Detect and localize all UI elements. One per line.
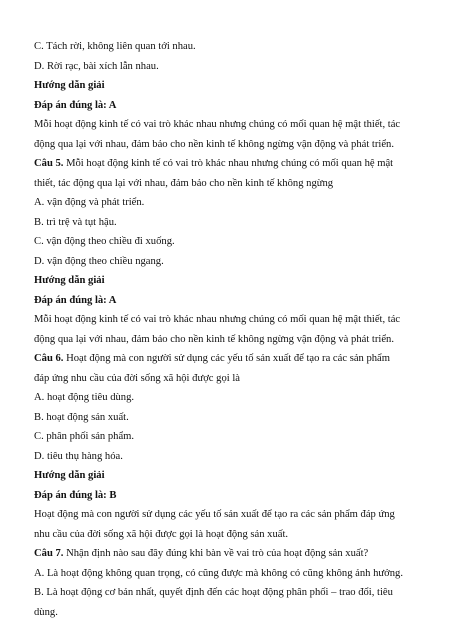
solution-heading-q4: Hướng dẫn giải [34, 80, 105, 91]
option-b-q6: B. hoạt động sản xuất. [34, 411, 129, 423]
option-c-q5: C. vận động theo chiều đi xuống. [34, 236, 175, 247]
option-a-q7: A. Là hoạt động không quan trọng, có cũng được mà không có cũng không ảnh hưởng. [34, 567, 403, 579]
question-7-text: Nhận định nào sau đây đúng khi bàn về vai trò của hoạt động sản xuất? [63, 548, 369, 559]
question-5-line1 [34, 157, 393, 170]
option-c-q6: C. phân phối sản phẩm. [34, 431, 135, 442]
explanation-q5-line1: Mỗi hoạt động kinh tế có vai trò khác nhau nhưng chúng có mối quan hệ mật thiết, tác [34, 314, 401, 325]
explanation-q6-line2: nhu cầu của đời sống xã hội được gọi là hoạt động sản xuất. [34, 528, 289, 540]
option-b-q7-line1: B. Là hoạt động cơ bản nhất, quyết định đến các hoạt động phân phối – trao đổi, tiêu [34, 587, 393, 598]
question-6-line2: đáp ứng nhu cầu của đời sống xã hội được gọi là [34, 372, 240, 384]
question-6-label: Câu 6. [34, 353, 64, 364]
explanation-q6-line1: Hoạt động mà con người sử dụng các yếu tố sản xuất để tạo ra các sản phẩm đáp ứng [34, 509, 395, 520]
option-a-q5: A. vận động và phát triển. [34, 197, 145, 208]
explanation-q4-line2: động qua lại với nhau, đảm bảo cho nền kinh tế không ngừng vận động và phát triển. [34, 138, 394, 150]
option-b-q7-line2: dùng. [34, 606, 58, 618]
answer-q4: Đáp án đúng là: A [34, 99, 117, 111]
option-a-q6: A. hoạt động tiêu dùng. [34, 392, 135, 403]
answer-q6: Đáp án đúng là: B [34, 489, 117, 501]
option-d-q5: D. vận động theo chiều ngang. [34, 255, 164, 267]
question-5-line2: thiết, tác động qua lại với nhau, đảm bảo cho nền kinh tế không ngừng [34, 177, 334, 189]
explanation-q5-line2: động qua lại với nhau, đảm bảo cho nền kinh tế không ngừng vận động và phát triển. [34, 333, 394, 345]
option-d-q6: D. tiêu thụ hàng hóa. [34, 450, 123, 462]
question-7-line1 [34, 547, 368, 560]
question-5-text: Mỗi hoạt động kinh tế có vai trò khác nhau nhưng chúng có mối quan hệ mật [63, 158, 394, 169]
answer-q5: Đáp án đúng là: A [34, 294, 117, 306]
option-d-q4: D. Rời rạc, bài xích lẫn nhau. [34, 60, 159, 72]
option-c-q4: C. Tách rời, không liên quan tới nhau. [34, 41, 196, 52]
question-6-text: Hoạt động mà con người sử dụng các yếu tố sản xuất để tạo ra các sản phẩm [63, 353, 390, 364]
question-6-line1 [34, 352, 390, 365]
question-5-label: Câu 5. [34, 158, 64, 169]
option-b-q5: B. trì trệ và tụt hậu. [34, 216, 117, 228]
explanation-q4-line1: Mỗi hoạt động kinh tế có vai trò khác nhau nhưng chúng có mối quan hệ mật thiết, tác [34, 119, 401, 130]
question-7-label: Câu 7. [34, 548, 64, 559]
solution-heading-q5: Hướng dẫn giải [34, 275, 105, 286]
solution-heading-q6: Hướng dẫn giải [34, 470, 105, 481]
